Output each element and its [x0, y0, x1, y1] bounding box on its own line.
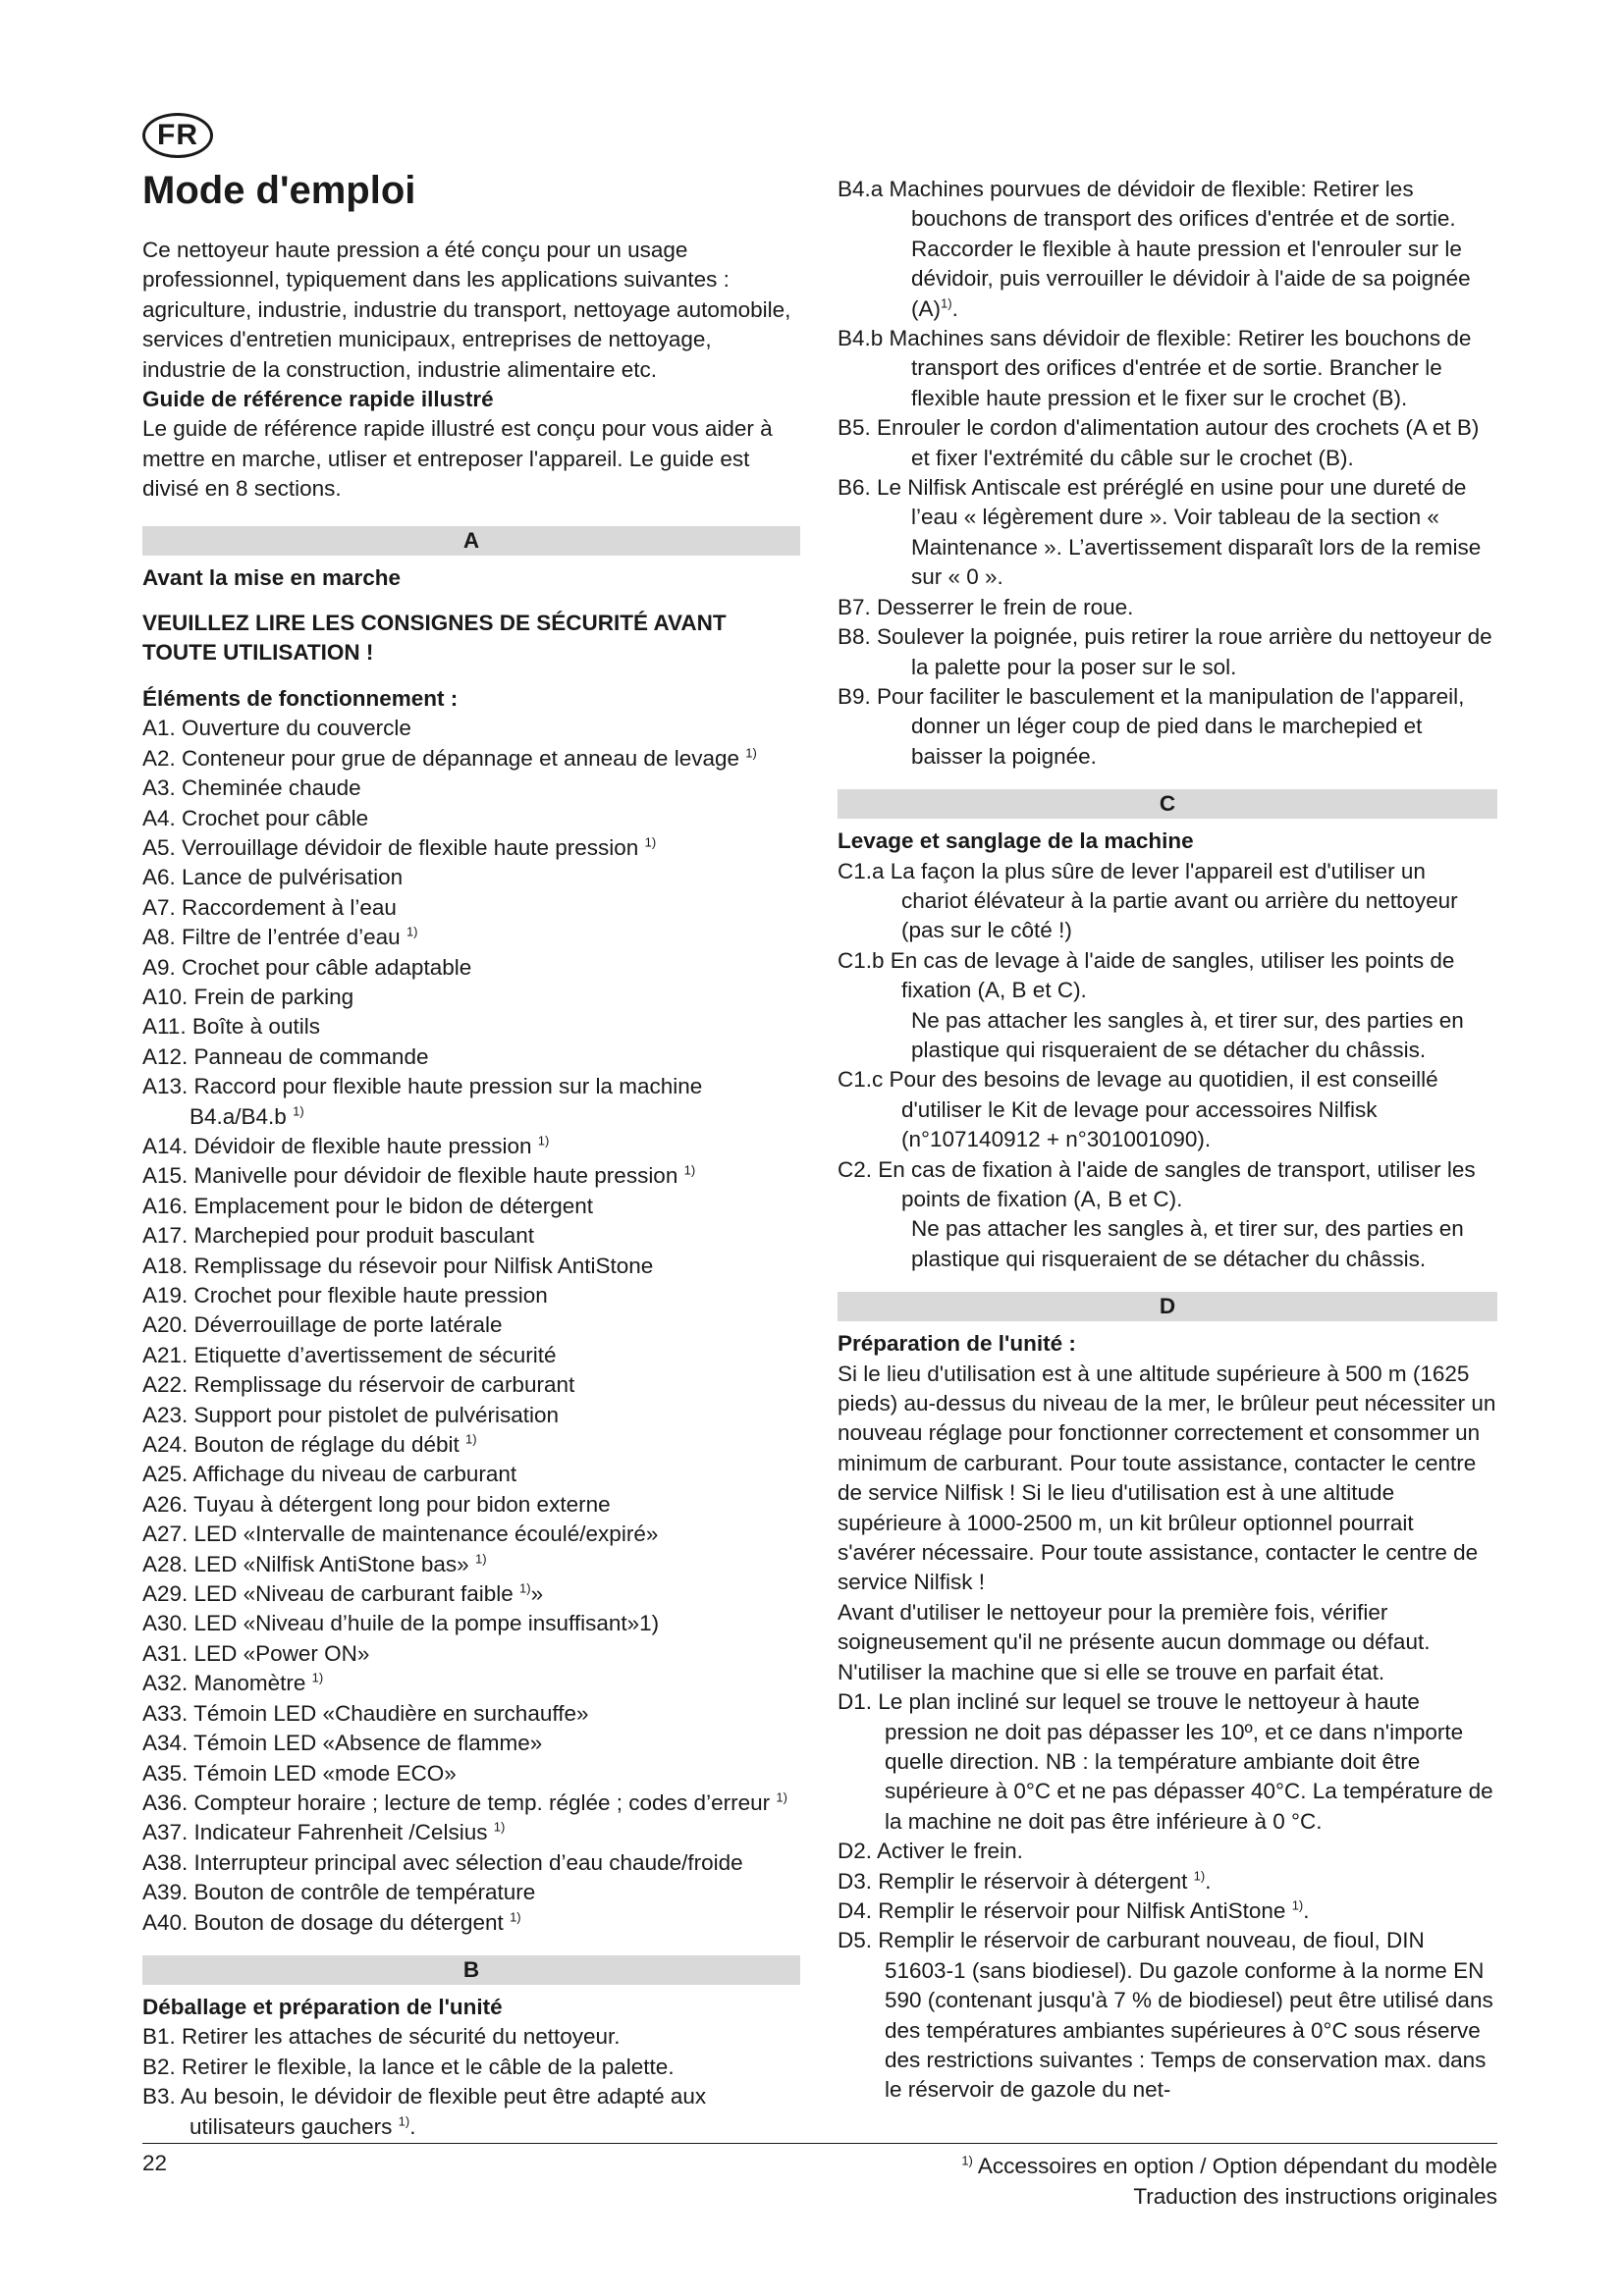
item-number: A9. [142, 954, 183, 980]
section-bar-c: C [838, 789, 1497, 819]
item-text: Retirer le flexible, la lance et le câble de la palette. [182, 2054, 675, 2079]
item-text: Soulever la poignée, puis retirer la roue arrière du nettoyeur de la palette pour la poser sur le sol. [877, 624, 1492, 679]
list-item [838, 682, 1497, 772]
item-text: Raccord pour flexible haute pression sur la machine B4.a/B4.b [189, 1074, 703, 1129]
item-number: C1.a [838, 858, 891, 883]
item-text: Emplacement pour le bidon de détergent [193, 1193, 594, 1218]
list-item [838, 324, 1497, 413]
list-item [142, 1072, 800, 1132]
section-bar-d: D [838, 1292, 1497, 1321]
item-text: Remplir le réservoir de carburant nouveau, de fioul, DIN 51603-1 (sans biodiesel). Du gazole conforme à la norme EN 590 (contenant jusqu'à 7 % de biodiesel) peut être utilisé dans des températures ambiantes supérieures à 0°C sous réserve des restrictions suivantes : Temps de conservation max. dans le réservoir de gazole du net- [878, 1928, 1493, 2103]
item-number: A4. [142, 805, 183, 830]
list-item [838, 1896, 1497, 1926]
item-text: Pour faciliter le basculement et la manipulation de l'appareil, donner un léger coup de pied dans le marchepied et baisser la poignée. [877, 683, 1465, 769]
item-number: B6. [838, 475, 878, 501]
list-item-continuation [838, 1006, 1497, 1066]
list-item [838, 1926, 1497, 2105]
footnote-marker: 1) [398, 2113, 410, 2129]
item-text: Frein de parking [193, 984, 354, 1009]
list-item [142, 1012, 800, 1041]
item-number: A34. [142, 1731, 194, 1756]
item-number: A40. [142, 1909, 194, 1935]
list-item [142, 983, 800, 1012]
list-item [142, 2053, 800, 2082]
item-text: Pour des besoins de levage au quotidien, il est conseillé d'utiliser le Kit de levage pour accessoires Nilfisk (n°107140912 + n°301001090). [889, 1067, 1438, 1152]
footnote-marker: 1) [493, 1819, 506, 1835]
item-number: A30. [142, 1611, 194, 1636]
operating-elements-list [142, 714, 800, 1938]
item-text: Lance de pulvérisation [182, 865, 404, 890]
right-column [838, 175, 1497, 2106]
list-item [142, 1639, 800, 1669]
item-number: B4.b [838, 326, 890, 351]
translation-note: Traduction des instructions originales [1133, 2184, 1497, 2209]
list-item [142, 1550, 800, 1579]
item-number: A20. [142, 1312, 194, 1338]
item-number: D2. [838, 1839, 878, 1864]
list-item [142, 833, 800, 863]
item-text: Marchepied pour produit basculant [193, 1223, 535, 1249]
list-item [142, 1281, 800, 1310]
guide-heading: Guide de référence rapide illustré [142, 387, 494, 412]
list-item [142, 1609, 800, 1638]
item-number: B8. [838, 624, 878, 650]
language-badge [142, 113, 213, 158]
item-text: Remplissage du résevoir pour Nilfisk AntiStone [193, 1253, 654, 1278]
list-item [142, 1401, 800, 1430]
item-number: D1. [838, 1689, 879, 1715]
item-text-after: . [951, 295, 958, 321]
item-number: A13. [142, 1074, 194, 1099]
item-number: C1.c [838, 1067, 890, 1093]
list-item [142, 804, 800, 833]
list-item [142, 1252, 800, 1281]
item-text: Machines sans dévidoir de flexible: Retirer les bouchons de transport des orifices d'entrée et de sortie. Brancher le flexible haute pression et le fixer sur le crochet (B). [889, 326, 1472, 410]
item-text: Le Nilfisk Antiscale est préréglé en usine pour une dureté de l’eau « légèrement dure ». Voir tableau de la section « Maintenance ». L’avertissement disparaît lors de la remise sur « 0 ». [877, 475, 1482, 590]
list-item [142, 1132, 800, 1161]
item-text: Panneau de commande [193, 1043, 429, 1069]
footnote-marker: 1) [465, 1431, 477, 1447]
item-text: Retirer les attaches de sécurité du nettoyeur. [182, 2024, 621, 2050]
list-item [838, 857, 1497, 946]
item-number: A29. [142, 1581, 194, 1607]
item-number: A39. [142, 1880, 194, 1905]
list-item [142, 1520, 800, 1549]
safety-warning: VEUILLEZ LIRE LES CONSIGNES DE SÉCURITÉ AVANT TOUTE UTILISATION ! [142, 611, 727, 666]
altitude-paragraph: Si le lieu d'utilisation est à une altitude supérieure à 500 m (1625 pieds) au-dessus du niveau de la mer, le brûleur peut nécessiter un nouveau réglage pour fonctionner correctement et consommer un minimum de carburant. Pour toute assistance, contacter le centre de service Nilfisk ! Si le lieu d'utilisation est à une altitude supérieure à 1000-2500 m, un kit brûleur optionnel pourrait s'avérer nécessaire. Pour toute assistance, contacter le centre de service Nilfisk ! [838, 1361, 1496, 1595]
item-text: Bouton de dosage du détergent [193, 1909, 504, 1935]
item-number: D3. [838, 1868, 879, 1894]
item-text: En cas de fixation à l'aide de sangles de transport, utiliser les points de fixation (A, B et C). [878, 1156, 1476, 1211]
list-item [142, 744, 800, 774]
list-item-continuation [838, 235, 1497, 324]
item-text: Manomètre [193, 1671, 306, 1696]
item-number: A1. [142, 716, 183, 741]
item-text: LED «Niveau de carburant faible [193, 1581, 514, 1607]
list-item [142, 1789, 800, 1818]
list-item [142, 1848, 800, 1878]
footnote-marker: 1) [1193, 1868, 1206, 1884]
item-text: LED «Nilfisk AntiStone bas» [193, 1551, 469, 1576]
unpacking-steps-list [142, 2022, 800, 2142]
item-number: C2. [838, 1156, 879, 1182]
list-item [142, 1341, 800, 1370]
item-number: A32. [142, 1671, 194, 1696]
item-text: Ne pas attacher les sangles à, et tirer sur, des parties en plastique qui risqueraient de se détacher du châssis. [911, 1216, 1464, 1271]
item-text: Desserrer le frein de roue. [877, 594, 1134, 619]
inspection-paragraph: Avant d'utiliser le nettoyeur pour la première fois, vérifier soigneusement qu'il ne présente aucun dommage ou défaut. N'utiliser la machine que si elle se trouve en parfait état. [838, 1599, 1431, 1684]
section-bar-b: B [142, 1955, 800, 1985]
list-item [142, 1161, 800, 1191]
item-number: A14. [142, 1133, 194, 1158]
item-text-after: » [530, 1581, 544, 1607]
list-item [838, 473, 1497, 593]
item-number: C1.b [838, 947, 891, 973]
item-text: Tuyau à détergent long pour bidon externe [193, 1491, 611, 1517]
footnote-marker: 1) [510, 1909, 521, 1925]
list-item [142, 1729, 800, 1758]
page-number: 22 [142, 2151, 168, 2175]
unpacking-steps-continued [838, 175, 1497, 772]
list-item [142, 1579, 800, 1609]
list-item [142, 2022, 800, 2052]
item-number: A23. [142, 1402, 194, 1427]
item-text: Dévidoir de flexible haute pression [193, 1133, 532, 1158]
footnote-marker: 1) [941, 295, 952, 311]
item-text: Le plan incliné sur lequel se trouve le nettoyeur à haute pression ne doit pas dépasser les 10º, et ce dans n'importe quelle direction. NB : la température ambiante doit être supérieure à 0°C et ne pas dépasser 40°C. La température de la machine ne doit pas être inférieure à 0 °C. [878, 1689, 1493, 1834]
list-item [838, 1867, 1497, 1896]
list-item [142, 1192, 800, 1221]
list-item [142, 1759, 800, 1789]
item-text: La façon la plus sûre de lever l'appareil est d'utiliser un chariot élévateur à la partie avant ou arrière du nettoyeur (pas sur le côté !) [890, 858, 1458, 943]
item-text: LED «Intervalle de maintenance écoulé/expiré» [193, 1522, 659, 1547]
item-number: A28. [142, 1551, 194, 1576]
list-item [838, 1837, 1497, 1866]
item-text: Crochet pour câble adaptable [182, 954, 472, 980]
list-item [142, 1669, 800, 1698]
item-text: Activer le frein. [877, 1839, 1023, 1864]
footer-notes [961, 2151, 1497, 2212]
list-item [142, 1818, 800, 1847]
elements-heading: Éléments de fonctionnement : [142, 685, 459, 711]
list-item [838, 413, 1497, 473]
list-item [142, 953, 800, 983]
left-column [142, 236, 800, 2142]
section-d-heading: Préparation de l'unité : [838, 1331, 1076, 1357]
item-number: B9. [838, 683, 878, 709]
item-text: Raccordement à l’eau [182, 894, 397, 920]
guide-paragraph: Le guide de référence rapide illustré est conçu pour vous aider à mettre en marche, utliser et entreposer l'appareil. Le guide est divisé en 8 sections. [142, 416, 773, 502]
item-number: B3. [142, 2084, 181, 2109]
footnote-marker: 1) [311, 1670, 324, 1685]
item-text: Compteur horaire ; lecture de temp. réglée ; codes d’erreur [193, 1789, 771, 1815]
item-number: A33. [142, 1700, 194, 1726]
item-text: Témoin LED «Chaudière en surchauffe» [193, 1700, 589, 1726]
language-badge-label: FR [157, 119, 198, 151]
list-item [838, 1155, 1497, 1215]
item-text: Raccorder le flexible à haute pression et l'enrouler sur le dévidoir, puis verrouiller le dévidoir à l'aide de sa poignée (A) [911, 236, 1471, 321]
item-number: A18. [142, 1253, 194, 1278]
item-number: A37. [142, 1820, 194, 1845]
item-number: A2. [142, 745, 183, 771]
footer-divider [142, 2143, 1497, 2144]
section-a-heading: Avant la mise en marche [142, 564, 402, 590]
item-text: Au besoin, le dévidoir de flexible peut être adapté aux utilisateurs gauchers [180, 2084, 707, 2139]
list-item [142, 1370, 800, 1400]
list-item [142, 1490, 800, 1520]
item-number: A24. [142, 1432, 194, 1458]
list-item [838, 175, 1497, 235]
item-text: Support pour pistolet de pulvérisation [193, 1402, 560, 1427]
item-text: Manivelle pour dévidoir de flexible haute pression [193, 1163, 678, 1189]
item-number: A3. [142, 775, 183, 801]
item-text: Témoin LED «mode ECO» [193, 1760, 457, 1786]
list-item [142, 1310, 800, 1340]
item-number: A22. [142, 1372, 194, 1398]
item-text: Remplissage du réservoir de carburant [193, 1372, 575, 1398]
item-number: B7. [838, 594, 878, 619]
item-number: A12. [142, 1043, 194, 1069]
item-text: Ouverture du couvercle [182, 716, 411, 741]
list-item [838, 1687, 1497, 1837]
item-text: Crochet pour flexible haute pression [193, 1283, 548, 1308]
list-item [142, 1042, 800, 1072]
footnote-marker: 1) [474, 1551, 487, 1567]
page-title: Mode d'emploi [142, 169, 416, 212]
list-item [142, 863, 800, 892]
item-text: Machines pourvues de dévidoir de flexible: Retirer les bouchons de transport des orifices d'entrée et de sortie. [889, 177, 1456, 232]
footnote-marker: 1) [644, 834, 657, 850]
section-b-heading: Déballage et préparation de l'unité [142, 1994, 503, 2019]
footnote-marker: 1) [1291, 1897, 1304, 1913]
intro-paragraph: Ce nettoyeur haute pression a été conçu pour un usage professionnel, typiquement dans les applications suivantes : agriculture, industrie, industrie du transport, nettoyage automobile, services d'entretien municipaux, entreprises de nettoyage, industrie de la construction, industrie alimentaire etc. [142, 238, 791, 382]
item-text: Déverrouillage de porte latérale [193, 1312, 503, 1338]
item-number: A10. [142, 984, 194, 1009]
item-number: A7. [142, 894, 183, 920]
list-item [142, 923, 800, 952]
list-item [142, 893, 800, 923]
item-text: Conteneur pour grue de dépannage et anneau de levage [182, 745, 740, 771]
section-bar-a: A [142, 526, 800, 556]
item-text: Remplir le réservoir à détergent [878, 1868, 1188, 1894]
item-number: A27. [142, 1522, 194, 1547]
item-number: D5. [838, 1928, 879, 1953]
list-item-continuation [838, 1214, 1497, 1274]
item-text: Remplir le réservoir pour Nilfisk AntiStone [878, 1897, 1286, 1923]
item-number: B2. [142, 2054, 183, 2079]
list-item [142, 1908, 800, 1938]
item-text: Ne pas attacher les sangles à, et tirer sur, des parties en plastique qui risqueraient de se détacher du châssis. [911, 1007, 1464, 1062]
section-c-heading: Levage et sanglage de la machine [838, 828, 1194, 854]
footnote-marker: 1) [537, 1133, 550, 1148]
item-number: A15. [142, 1163, 194, 1189]
item-number: A8. [142, 925, 183, 950]
footnote-marker: 1) [745, 745, 757, 761]
item-number: A19. [142, 1283, 194, 1308]
item-number: B5. [838, 415, 878, 441]
item-text: Interrupteur principal avec sélection d’eau chaude/froide [193, 1849, 743, 1875]
item-number: A26. [142, 1491, 194, 1517]
item-text-after: . [1303, 1897, 1310, 1923]
item-text: Témoin LED «Absence de flamme» [193, 1731, 543, 1756]
item-number: A38. [142, 1849, 194, 1875]
list-item [838, 593, 1497, 622]
item-text: Crochet pour câble [182, 805, 369, 830]
footnote-marker: 1) [293, 1103, 304, 1119]
footnote-marker: 1) [683, 1162, 696, 1178]
item-text: Cheminée chaude [182, 775, 361, 801]
list-item [142, 1699, 800, 1729]
item-number: A5. [142, 834, 183, 860]
footnote-marker: 1) [406, 924, 418, 939]
item-text: Affichage du niveau de carburant [192, 1462, 517, 1487]
item-text: Enrouler le cordon d'alimentation autour des crochets (A et B) et fixer l'extrémité du câble sur le crochet (B). [877, 415, 1480, 470]
footnote-marker: 1) [776, 1789, 787, 1805]
item-text: Filtre de l’entrée d’eau [182, 925, 401, 950]
footnote-marker: 1) [519, 1580, 531, 1596]
item-number: B1. [142, 2024, 183, 2050]
item-number: A25. [142, 1462, 193, 1487]
item-text: Verrouillage dévidoir de flexible haute pression [182, 834, 639, 860]
list-item [142, 774, 800, 803]
item-number: D4. [838, 1897, 879, 1923]
item-text: Indicateur Fahrenheit /Celsius [193, 1820, 488, 1845]
list-item [142, 2082, 800, 2142]
item-text: LED «Niveau d’huile de la pompe insuffisant»1) [193, 1611, 660, 1636]
lifting-steps-list [838, 857, 1497, 1275]
item-text-after: . [1205, 1868, 1212, 1894]
footnote-marker: 1) [961, 2153, 973, 2168]
item-text-after: . [409, 2113, 416, 2139]
item-number: A17. [142, 1223, 194, 1249]
preparation-steps-list [838, 1687, 1497, 2106]
item-number: A21. [142, 1342, 194, 1367]
item-number: A31. [142, 1640, 194, 1666]
item-number: A16. [142, 1193, 194, 1218]
item-number: A11. [142, 1014, 192, 1040]
list-item [142, 1221, 800, 1251]
list-item [838, 622, 1497, 682]
footnote [961, 2151, 1497, 2181]
item-number: B4.a [838, 177, 890, 201]
item-text: Bouton de réglage du débit [193, 1432, 460, 1458]
item-text: LED «Power ON» [193, 1640, 370, 1666]
list-item [142, 714, 800, 743]
list-item [142, 1430, 800, 1460]
footnote-text: Accessoires en option / Option dépendant du modèle [977, 2154, 1497, 2178]
item-number: A36. [142, 1789, 194, 1815]
item-number: A35. [142, 1760, 194, 1786]
list-item [142, 1460, 800, 1489]
list-item [838, 1065, 1497, 1154]
item-text: Boîte à outils [191, 1014, 320, 1040]
item-text: Bouton de contrôle de température [193, 1880, 536, 1905]
list-item [838, 946, 1497, 1006]
item-text: En cas de levage à l'aide de sangles, utiliser les points de fixation (A, B et C). [890, 947, 1455, 1003]
list-item [142, 1878, 800, 1907]
item-number: A6. [142, 865, 183, 890]
item-text: Etiquette d’avertissement de sécurité [193, 1342, 557, 1367]
